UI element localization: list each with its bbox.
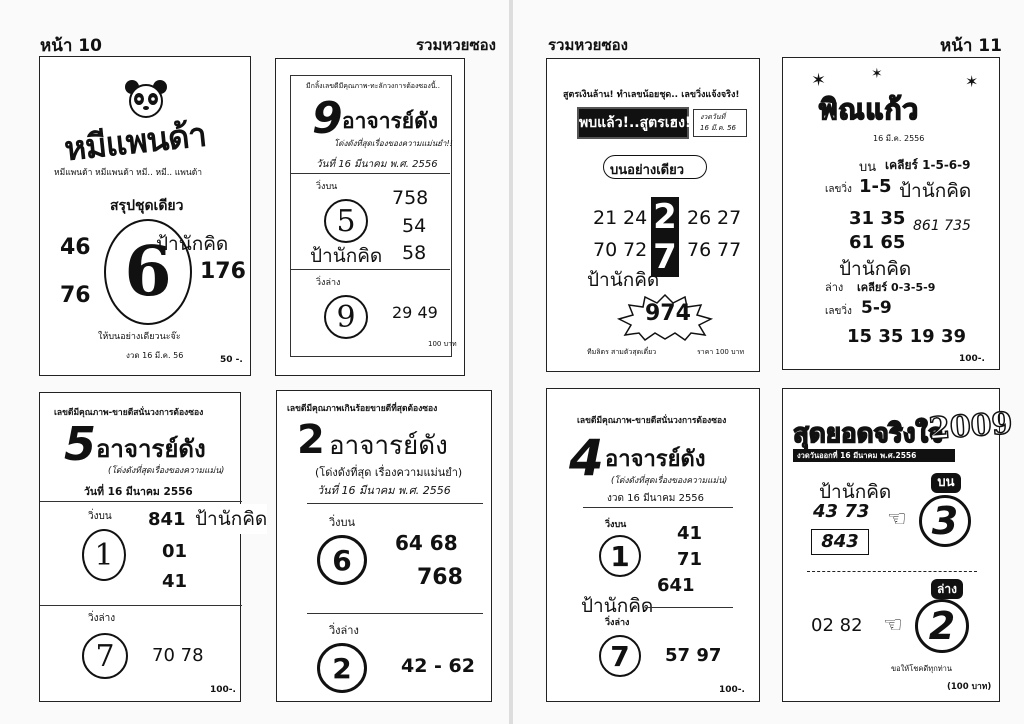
nine-upper-digit: 5 — [336, 203, 356, 239]
four-divider-top — [583, 507, 733, 508]
four-upper-digit: 1 — [610, 539, 630, 573]
pinkaew-pairs-2: 61 65 — [849, 232, 906, 253]
pinkaew-star-right-icon: ✶ — [965, 72, 979, 91]
pinkaew-lower-run-value: 5-9 — [861, 298, 892, 318]
four-date: งวด 16 มีนาคม 2556 — [607, 493, 705, 504]
pinkaew-upper-label: บน — [859, 160, 877, 175]
million-footer-right: ราคา 100 บาท — [697, 348, 745, 356]
sudyod-date-bar: งวดวันออกที่ 16 มีนาคม พ.ศ.2556 — [793, 449, 955, 462]
nine-divider-top — [290, 173, 450, 174]
four-handwrite-note: ป้านักคิด — [581, 595, 654, 617]
four-upper-label: วิ่งบน — [605, 520, 627, 530]
five-handwrite-note: ป้านักคิด — [195, 504, 267, 534]
pinkaew-lower-pairs: 15 35 19 39 — [847, 326, 966, 347]
pinkaew-upper-extra: เคลียร์ 1-5-6-9 — [885, 158, 971, 172]
panel-four-ajarn — [546, 388, 760, 702]
million-label: บนอย่างเดียว — [610, 163, 685, 178]
five-lower-numbers: 70 78 — [152, 645, 204, 666]
five-price: 100-. — [210, 685, 236, 695]
five-upper-circle — [82, 529, 126, 581]
four-lower-circle — [599, 635, 641, 677]
five-lower-digit: 7 — [95, 638, 115, 674]
two-lower-digit: 2 — [332, 651, 352, 685]
million-label-pill — [603, 155, 707, 179]
nine-lower-circle — [324, 295, 368, 339]
left-page-title: รวมหวยซอง — [416, 36, 496, 54]
panel-two-ajarn — [276, 390, 492, 702]
nine-upper-number-1: 758 — [392, 187, 429, 209]
five-upper-label: วิ่งบน — [88, 511, 112, 522]
panda-subtitle: หมีแพนด้า หมีแพนด้า หมี.. หมี.. แพนด้า — [54, 168, 202, 178]
panel-pinkaew — [782, 57, 1000, 370]
million-row2-num2: 72 — [623, 239, 648, 261]
five-upper-digit: 1 — [94, 537, 114, 573]
sudyod-handwrite-note: ป้านักคิด — [819, 481, 892, 503]
four-upper-number-3: 641 — [657, 575, 695, 596]
million-banner: พบแล้ว!..สูตรเฮง! — [577, 107, 689, 139]
panel-panda — [39, 56, 251, 376]
panel-sudyod — [782, 388, 1014, 702]
sudyod-lower-digit: 2 — [928, 604, 956, 648]
sudyod-upper-digit: 3 — [931, 499, 959, 543]
sudyod-upper-circle — [919, 495, 971, 547]
right-page-title: รวมหวยซอง — [548, 36, 628, 54]
million-handwrite-note: ป้านักคิด — [587, 269, 660, 291]
pinkaew-handwrite-note-1: ป้านักคิด — [899, 180, 972, 202]
pinkaew-title: พิณแก้ว — [819, 93, 920, 126]
two-lower-numbers: 42 - 62 — [401, 655, 475, 677]
five-lower-circle — [82, 633, 128, 679]
panda-title: หมีแพนด้า — [62, 114, 208, 169]
million-row2-num4: 76 — [687, 239, 712, 261]
pinkaew-lower-label: ล่าง — [825, 281, 844, 294]
panda-price: 50 -. — [220, 355, 243, 365]
panel-nine-ajarn — [275, 58, 465, 376]
million-footer-left: ทีมลิตร สามตัวสุดเดี๋ยว — [587, 348, 657, 356]
nine-lower-numbers: 29 49 — [392, 303, 438, 322]
sudyod-year: 2009 — [927, 406, 1014, 447]
nine-handwrite-note: ป้านักคิด — [310, 245, 383, 267]
nine-upper-number-2: 54 — [402, 215, 427, 237]
panda-note: ให้บนอย่างเดียวนะจ๊ะ — [98, 332, 181, 342]
million-burst-number: 974 — [645, 301, 691, 326]
million-top-text: สูตรเงินล้าน! ทำเลขน้อยชุด.. เลขวิ่งแจ้งจริง! — [563, 90, 740, 100]
pinkaew-date: 16 มี.ค. 2556 — [873, 134, 925, 143]
sudyod-upper-numbers: 43 73 — [813, 501, 870, 522]
million-row1-highlight: 2 — [651, 197, 679, 237]
two-upper-pairs: 64 68 — [395, 531, 458, 555]
four-upper-circle — [599, 535, 641, 577]
nine-price: 100 บาท — [428, 340, 457, 348]
million-date-stamp — [693, 109, 747, 137]
left-page-number: หน้า 10 — [40, 36, 102, 56]
two-title: อาจารย์ดัง — [329, 431, 448, 461]
five-upper-number-1: 841 — [148, 509, 186, 530]
four-title: อาจารย์ดัง — [605, 447, 706, 472]
two-upper-digit: 6 — [332, 543, 352, 577]
pinkaew-lower-extra: เคลียร์ 0-3-5-9 — [857, 281, 936, 294]
million-row2-highlight: 7 — [651, 237, 679, 277]
panda-date: งวด 16 มี.ค. 56 — [126, 351, 184, 360]
million-row1-num1: 21 — [593, 207, 618, 229]
pinkaew-side-numbers: 861 735 — [913, 218, 971, 234]
four-lower-label: วิ่งล่าง — [605, 618, 630, 628]
sudyod-lower-pointing-hand-icon: ☜ — [883, 613, 903, 638]
panel-five-ajarn — [39, 392, 241, 702]
nine-divider-bottom — [290, 269, 450, 270]
million-row1-num5: 27 — [717, 207, 742, 229]
sudyod-lower-numbers: 02 82 — [811, 615, 863, 636]
panda-left-bottom-number: 76 — [60, 283, 91, 308]
nine-date: วันที่ 16 มีนาคม พ.ศ. 2556 — [316, 159, 438, 170]
pinkaew-run-value: 1-5 — [859, 176, 892, 197]
panda-handwrite-note: ป้านักคิด — [156, 233, 229, 255]
sudyod-footer: ขอให้โชคดีทุกท่าน — [891, 664, 953, 673]
sudyod-upper-pointing-hand-icon: ☜ — [887, 507, 907, 532]
four-subtitle: (โด่งดังที่สุดเรื่องของความแม่น) — [611, 476, 728, 486]
pinkaew-star-mid-icon: ✶ — [871, 66, 883, 82]
two-top-note: เลขดีมีคุณภาพเกินร้อยขายดีที่สุดต้องซอง — [287, 404, 438, 414]
five-divider-top — [40, 501, 242, 502]
four-lower-digit: 7 — [610, 639, 630, 673]
sudyod-boxed-number: 843 — [811, 529, 869, 555]
nine-title: อาจารย์ดัง — [342, 109, 438, 133]
right-page-number: หน้า 11 — [940, 36, 1002, 56]
million-stamp-line-2: 16 มี.ค. 56 — [700, 124, 737, 132]
nine-lower-label: วิ่งล่าง — [316, 278, 341, 288]
nine-upper-circle — [324, 199, 368, 243]
nine-lower-digit: 9 — [336, 299, 356, 335]
five-upper-number-2: 01 — [162, 541, 188, 562]
five-divider-bottom — [40, 605, 242, 606]
four-upper-number-2: 71 — [677, 549, 703, 570]
million-row1-num2: 24 — [623, 207, 648, 229]
five-big-number: 5 — [64, 417, 97, 471]
million-row1-num4: 26 — [687, 207, 712, 229]
panda-left-top-number: 46 — [60, 235, 91, 260]
pinkaew-pairs-1: 31 35 — [849, 208, 906, 229]
pinkaew-run-label: เลขวิ่ง — [825, 184, 852, 195]
two-lower-circle — [317, 643, 367, 693]
panda-caption: สรุปชุดเดียว — [110, 198, 184, 214]
two-lower-label: วิ่งล่าง — [329, 624, 359, 637]
two-upper-label: วิ่งบน — [329, 516, 356, 529]
panel-million-formula — [546, 58, 760, 372]
two-divider-bottom — [307, 613, 483, 614]
panda-right-number: 176 — [200, 259, 246, 284]
four-divider-bottom — [647, 607, 733, 608]
nine-big-number: 9 — [312, 93, 343, 144]
two-big-number: 2 — [297, 417, 325, 463]
nine-upper-number-3: 58 — [402, 242, 427, 264]
nine-upper-label: วิ่งบน — [316, 182, 338, 192]
two-divider-top — [307, 503, 483, 504]
pinkaew-handwrite-note-2: ป้านักคิด — [839, 258, 912, 280]
sudyod-lower-label: ล่าง — [931, 579, 963, 599]
two-upper-triple: 768 — [417, 565, 463, 590]
book-spine — [509, 0, 513, 724]
sudyod-lower-circle — [915, 599, 969, 653]
million-row2-num1: 70 — [593, 239, 618, 261]
panda-main-digit: 6 — [124, 232, 172, 312]
million-stamp-line-1: งวดวันที่ — [700, 113, 726, 121]
pinkaew-lower-run-label: เลขวิ่ง — [825, 306, 852, 317]
four-upper-number-1: 41 — [677, 523, 703, 544]
two-date: วันที่ 16 มีนาคม พ.ศ. 2556 — [317, 484, 451, 497]
million-row2-num5: 77 — [717, 239, 742, 261]
four-price: 100-. — [719, 685, 745, 695]
sudyod-dashed-divider — [807, 571, 977, 572]
four-top-note: เลขดีมีคุณภาพ-ขายดีสนั่นวงการต้องซอง — [577, 416, 727, 426]
nine-top-note: มีกลิ้งเลขดีมีคุณภาพ-ทะลักวงการต้องซองนี้.. — [306, 82, 441, 90]
sudyod-title: สุดยอดจริงใจ — [793, 419, 944, 449]
five-subtitle: (โด่งดังที่สุดเรื่องของความแม่น) — [108, 466, 225, 476]
two-upper-circle — [317, 535, 367, 585]
four-lower-numbers: 57 97 — [665, 645, 722, 666]
sudyod-price: (100 บาท) — [947, 682, 992, 692]
five-lower-label: วิ่งล่าง — [88, 613, 116, 624]
five-title: อาจารย์ดัง — [96, 435, 206, 463]
two-subtitle: (โด่งดังที่สุด เรื่องความแม่นยำ) — [315, 466, 463, 479]
four-big-number: 4 — [569, 429, 604, 487]
nine-subtitle: โด่งดังที่สุดเรื่องของความแม่นยำ!! — [334, 139, 453, 148]
five-top-note: เลขดีมีคุณภาพ-ขายดีสนั่นวงการต้องซอง — [54, 408, 204, 418]
pinkaew-star-left-icon: ✶ — [811, 70, 827, 91]
pinkaew-price: 100-. — [959, 354, 985, 364]
five-upper-number-3: 41 — [162, 571, 188, 592]
sudyod-upper-label: บน — [931, 473, 961, 493]
five-date: วันที่ 16 มีนาคม 2556 — [84, 486, 193, 498]
